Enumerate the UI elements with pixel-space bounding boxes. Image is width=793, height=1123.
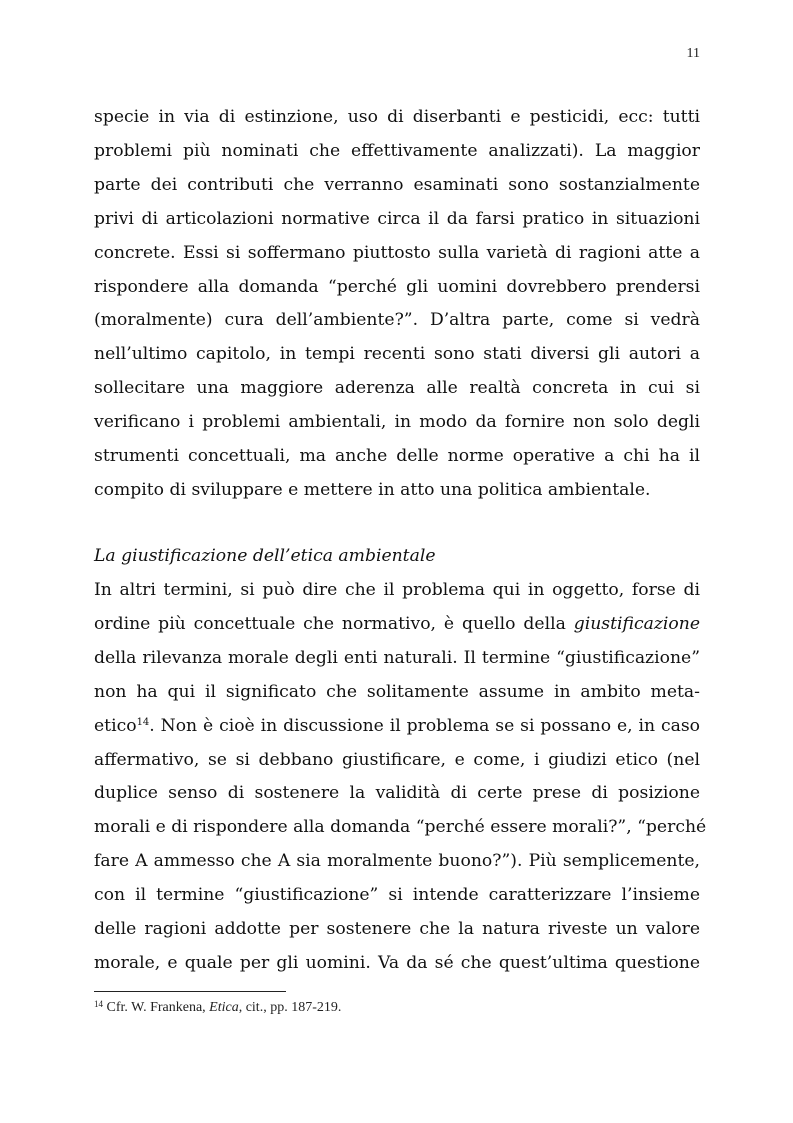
text-run: ordine più concettuale che normativo, è quello della	[94, 613, 574, 634]
text-line: morali e di rispondere alla domanda “perché essere morali?”, “perché	[94, 817, 707, 838]
text-line: concrete. Essi si soffermano piuttosto sulla varietà di ragioni atte a	[94, 242, 700, 263]
footnote-number: 14	[94, 999, 103, 1009]
text-line: fare A ammesso che A sia moralmente buono?”). Più semplicemente,	[94, 851, 700, 872]
text-line: delle ragioni addotte per sostenere che la natura riveste un valore	[94, 919, 700, 940]
paragraph-1	[94, 101, 700, 508]
text-line: parte dei contributi che verranno esaminati sono sostanzialmente	[94, 174, 700, 195]
text-line: compito di sviluppare e mettere in atto una politica ambientale.	[94, 479, 651, 500]
text-line: nell’ultimo capitolo, in tempi recenti sono stati diversi gli autori a	[94, 344, 700, 365]
text-line: strumenti concettuali, ma anche delle norme operative a chi ha il	[94, 446, 700, 467]
text-line: (moralmente) cura dell’ambiente?”. D’altra parte, come si vedrà	[94, 310, 700, 331]
text-line: problemi più nominati che effettivamente analizzati). La maggior	[94, 140, 700, 161]
text-line: verificano i problemi ambientali, in modo da fornire non solo degli	[94, 412, 700, 433]
text-line: sollecitare una maggiore aderenza alle realtà concreta in cui si	[94, 378, 700, 399]
text-line: duplice senso di sostenere la validità di certe prese di posizione	[94, 783, 700, 804]
text-run: , cit., pp. 187-219.	[238, 1000, 342, 1015]
text-line: privi di articolazioni normative circa il da farsi pratico in situazioni	[94, 208, 700, 229]
text-line	[94, 608, 700, 642]
text-line	[94, 710, 700, 744]
footnote-reference[interactable]: 14	[136, 716, 150, 728]
emphasis-text: giustificazione	[573, 613, 700, 634]
text-line: affermativo, se si debbano giustificare, e come, i giudizi etico (nel	[94, 749, 700, 770]
text-line: In altri termini, si può dire che il problema qui in oggetto, forse di	[94, 580, 700, 600]
text-line: non ha qui il significato che solitamente assume in ambito meta-	[94, 681, 700, 702]
text-run: . Non è cioè in discussione il problema se si possano e, in caso	[149, 715, 700, 736]
footnote-divider	[94, 991, 286, 992]
text-line: rispondere alla domanda “perché gli uomini dovrebbero prendersi	[94, 276, 700, 297]
text-run: Cfr. W. Frankena,	[103, 1000, 210, 1015]
page-number: 11	[686, 46, 700, 61]
paragraph-2	[94, 574, 707, 981]
text-line: morale, e quale per gli uomini. Va da sé che quest’ultima questione	[94, 952, 700, 973]
footnote	[94, 999, 341, 1016]
section-heading: La giustificazione dell’etica ambientale	[94, 546, 436, 566]
text-line: con il termine “giustificazione” si intende caratterizzare l’insieme	[94, 885, 700, 906]
text-run: etico	[94, 715, 137, 736]
text-line: della rilevanza morale degli enti naturali. Il termine “giustificazione”	[94, 647, 700, 668]
text-line: specie in via di estinzione, uso di diserbanti e pesticidi, ecc: tutti	[94, 107, 700, 127]
emphasis-text: Etica	[209, 1000, 239, 1015]
